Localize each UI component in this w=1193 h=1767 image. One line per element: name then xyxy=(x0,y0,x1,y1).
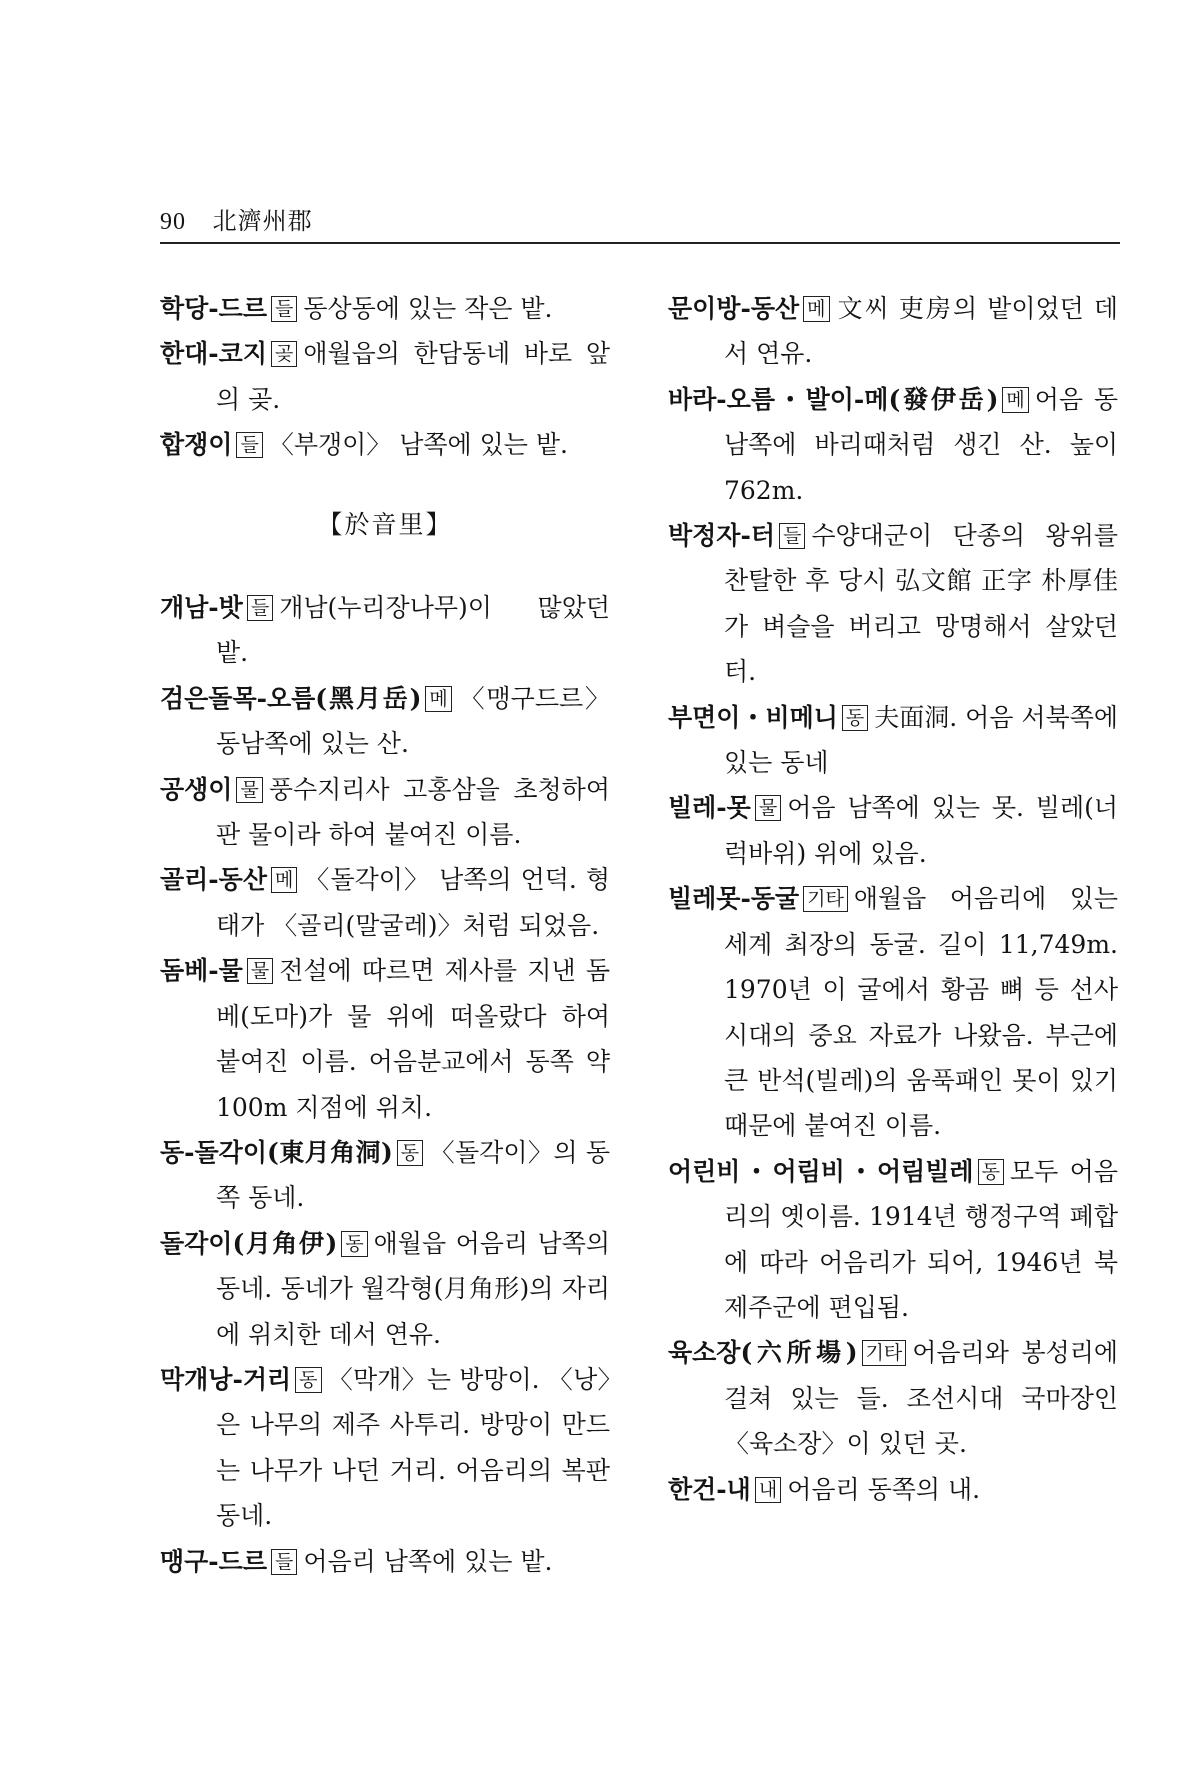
entry-headword: 육소장(六所場) xyxy=(668,1338,858,1368)
gazetteer-entry xyxy=(160,331,610,422)
gazetteer-entry xyxy=(160,948,610,1130)
category-tag: 물 xyxy=(236,777,262,803)
entry-definition: 어음 남쪽에 있는 못. 빌레(너럭바위) 위에 있음. xyxy=(724,793,1118,868)
category-tag: 동 xyxy=(341,1231,367,1257)
entry-headword: 돔베-물 xyxy=(160,956,243,986)
gazetteer-entry xyxy=(668,1149,1118,1331)
entry-headword: 골리-동산 xyxy=(160,865,267,895)
left-column xyxy=(160,286,610,1584)
entry-headword: 박정자-터 xyxy=(668,521,775,551)
entry-headword: 막개낭-거리 xyxy=(160,1364,292,1394)
gazetteer-entry xyxy=(668,785,1118,876)
entry-definition: 동상동에 있는 작은 밭. xyxy=(303,294,553,323)
category-tag: 기타 xyxy=(803,886,848,912)
category-tag: 물 xyxy=(247,958,273,984)
entry-headword: 어린비・어림비・어림빌레 xyxy=(668,1156,974,1186)
gazetteer-entry xyxy=(160,1539,610,1584)
entry-headword: 맹구-드르 xyxy=(160,1546,267,1576)
entry-definition: 文씨 吏房의 밭이었던 데서 연유. xyxy=(724,294,1118,369)
entry-definition: 애월읍의 한담동네 바로 앞의 곶. xyxy=(216,339,610,414)
header-rule xyxy=(160,242,1120,244)
entry-definition: 〈맹구드르〉 동남쪽에 있는 산. xyxy=(216,683,610,759)
gazetteer-entry xyxy=(160,676,610,767)
entry-headword: 바라-오름・발이-메(發伊岳) xyxy=(668,384,999,414)
category-tag: 동 xyxy=(978,1159,1004,1185)
entry-headword: 돌각이(月角伊) xyxy=(160,1228,338,1258)
page-number: 90 xyxy=(160,209,186,235)
entry-headword: 검은돌목-오름(黑月岳) xyxy=(160,683,422,713)
gazetteer-entry xyxy=(668,876,1118,1148)
entry-definition: 〈돌각이〉의 동쪽 동네. xyxy=(216,1137,611,1213)
category-tag: 메 xyxy=(271,867,297,893)
gazetteer-entry xyxy=(668,377,1118,513)
gazetteer-entry xyxy=(160,286,610,331)
gazetteer-entry xyxy=(160,422,610,467)
category-tag: 메 xyxy=(1002,387,1028,413)
entry-headword: 합쟁이 xyxy=(160,430,233,460)
entry-definition: 어음 동남쪽에 바리때처럼 생긴 산. 높이 762m. xyxy=(724,384,1118,505)
header-title: 北濟州郡 xyxy=(212,207,313,235)
gazetteer-entry xyxy=(160,857,610,948)
entry-definition: 어음리와 봉성리에 걸쳐 있는 들. 조선시대 국마장인 〈육소장〉이 있던 곳. xyxy=(724,1338,1119,1459)
category-tag: 기타 xyxy=(862,1340,907,1366)
gazetteer-entry xyxy=(160,1130,610,1221)
entry-headword: 공생이 xyxy=(160,774,233,804)
category-tag: 들 xyxy=(271,1549,297,1575)
category-tag: 내 xyxy=(755,1477,781,1503)
category-tag: 들 xyxy=(271,296,297,322)
category-tag: 동 xyxy=(397,1140,423,1166)
category-tag: 곶 xyxy=(271,341,297,367)
gazetteer-entry xyxy=(160,585,610,676)
entry-headword: 빌레-못 xyxy=(668,793,751,823)
entry-headword: 한대-코지 xyxy=(160,339,267,369)
entry-definition: 모두 어음리의 옛이름. 1914년 행정구역 폐합에 따라 어음리가 되어, 1946년 북제주군에 편입됨. xyxy=(724,1156,1118,1322)
gazetteer-entry xyxy=(668,1330,1118,1466)
entry-headword: 문이방-동산 xyxy=(668,294,800,323)
entry-headword: 동-돌각이(東月角洞) xyxy=(160,1137,393,1167)
entry-definition: 애월읍 어음리에 있는 세계 최장의 동굴. 길이 11,749m. 1970년 이 굴에서 황곰 뼈 등 선사시대의 중요 자료가 나왔음. 부근에 큰 반석(빌레)의 움푹패인 못이 있기 때문에 붙여진 이름. xyxy=(724,884,1118,1141)
gazetteer-entry xyxy=(668,286,1118,377)
category-tag: 메 xyxy=(803,296,829,322)
entry-definition: 애월읍 어음리 남쪽의 동네. 동네가 월각형(月角形)의 자리에 위치한 데서 연유. xyxy=(216,1228,610,1349)
entry-definition: 전설에 따르면 제사를 지낸 돔베(도마)가 물 위에 떠올랐다 하여 붙여진 이름. 어음분교에서 동쪽 약 100m 지점에 위치. xyxy=(216,956,610,1122)
entry-headword: 한건-내 xyxy=(668,1474,751,1504)
entry-definition: 수양대군이 단종의 왕위를 찬탈한 후 당시 弘文館 正字 朴厚佳가 벼슬을 버리고 망명해서 살았던 터. xyxy=(724,521,1118,687)
category-tag: 들 xyxy=(779,523,805,549)
gazetteer-entry xyxy=(160,767,610,858)
running-header xyxy=(160,206,1120,237)
entry-headword: 학당-드르 xyxy=(160,294,267,323)
gazetteer-entry xyxy=(668,513,1118,695)
category-tag: 동 xyxy=(295,1367,321,1393)
gazetteer-entry xyxy=(668,1467,1118,1512)
entry-definition: 개남(누리장나무)이 많았던 밭. xyxy=(216,593,610,668)
entry-headword: 부면이・비메니 xyxy=(668,702,838,732)
gazetteer-entry xyxy=(160,1221,610,1357)
entry-definition: 어음리 남쪽에 있는 밭. xyxy=(303,1546,553,1576)
section-heading: 【於音里】 xyxy=(317,509,453,539)
right-column xyxy=(668,286,1118,1512)
category-tag: 동 xyxy=(842,705,868,731)
entry-definition: 풍수지리사 고홍삼을 초청하여 판 물이라 하여 붙여진 이름. xyxy=(216,774,610,850)
entry-headword: 개남-밧 xyxy=(160,593,243,623)
gazetteer-entry xyxy=(160,1357,610,1539)
category-tag: 들 xyxy=(247,595,273,621)
entry-definition: 夫面洞. 어음 서북쪽에 있는 동네 xyxy=(724,702,1119,778)
category-tag: 들 xyxy=(236,432,262,458)
entry-definition: 〈돌각이〉 남쪽의 언덕. 형태가 〈골리(말굴레)〉처럼 되었음. xyxy=(216,865,610,940)
entry-definition: 어음리 동쪽의 내. xyxy=(787,1474,981,1504)
entry-definition: 〈부갱이〉 남쪽에 있는 밭. xyxy=(268,430,568,460)
category-tag: 물 xyxy=(755,795,781,821)
entry-headword: 빌레못-동굴 xyxy=(668,884,800,914)
category-tag: 메 xyxy=(425,686,451,712)
entry-definition: 〈막개〉는 방망이. 〈낭〉은 나무의 제주 사투리. 방망이 만드는 나무가 나던 거리. 어음리의 복판 동네. xyxy=(216,1364,610,1531)
gazetteer-entry xyxy=(668,695,1118,786)
